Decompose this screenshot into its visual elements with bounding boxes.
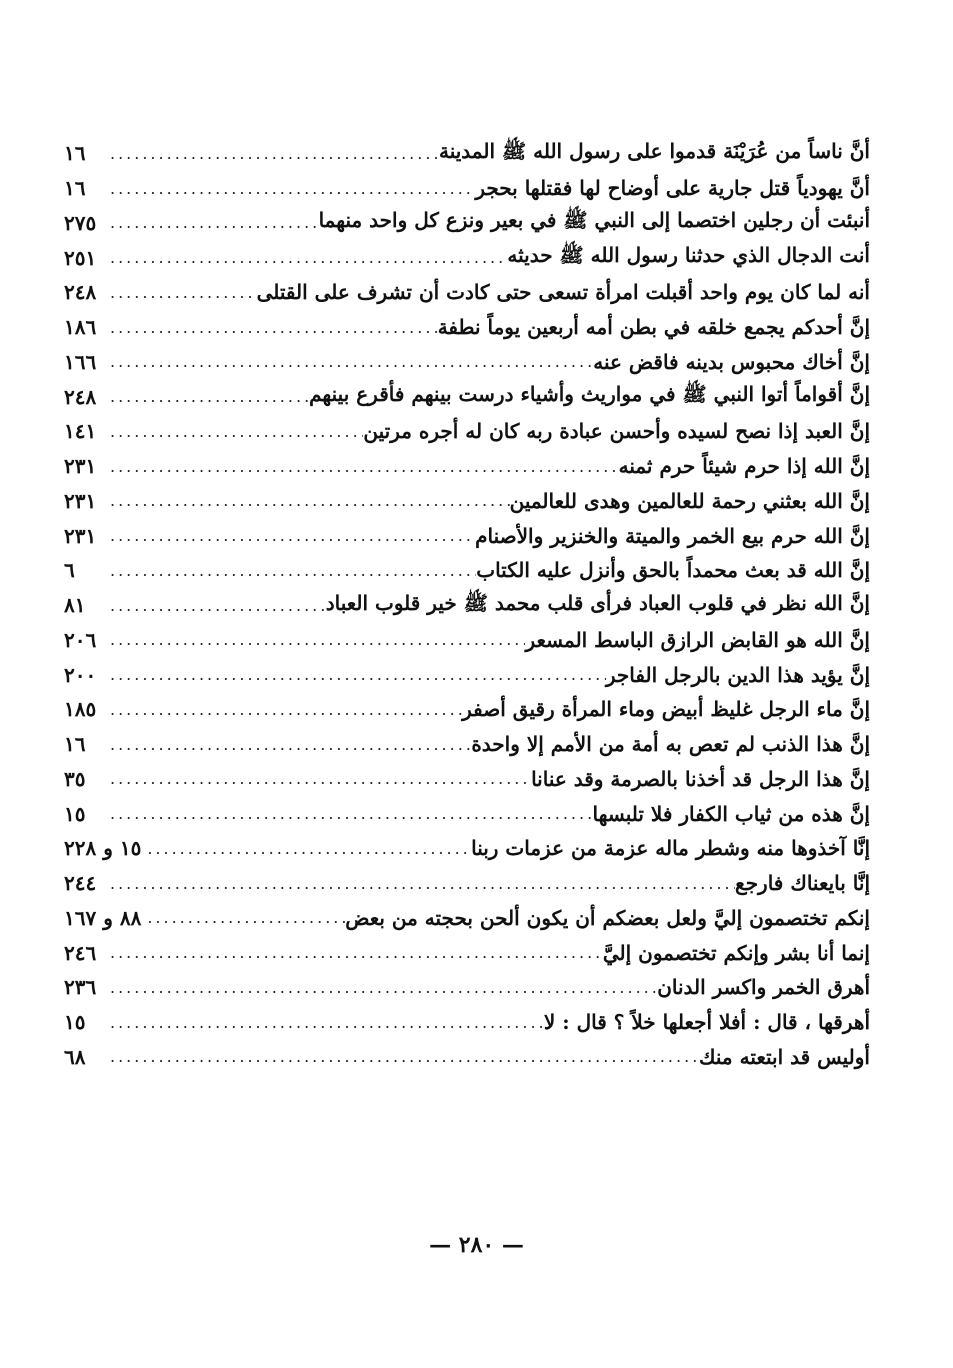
- index-entry: [64, 831, 870, 866]
- page-number: — ٢٨٠ —: [429, 1232, 524, 1258]
- entry-text: إنكم تختصمون إليَّ ولعل بعضكم أن يكون ألحن بحجته من بعض: [345, 905, 870, 930]
- entry-text: أوليس قد ابتعته منك: [699, 1044, 870, 1069]
- entry-page-ref: ٣٥: [64, 766, 86, 791]
- entry-text: إنَّ ماء الرجل غليظ أبيض وماء المرأة رقيق أصفر: [462, 697, 870, 722]
- dot-leader: [104, 491, 510, 510]
- entry-page-ref: ٢٤٤: [64, 871, 97, 896]
- entry-text: إنَّ يؤيد هذا الدين بالرجل الفاجر: [605, 662, 870, 687]
- dot-leader: [104, 561, 476, 580]
- index-entry: [64, 449, 870, 484]
- entry-page-ref: ١٥: [64, 801, 86, 826]
- index-entry: [64, 414, 870, 449]
- index-entry: [64, 553, 870, 588]
- dot-leader: [104, 874, 735, 893]
- dot-leader: [104, 213, 319, 232]
- entry-text: أنه لما كان يوم واحد أقبلت امرأة تسعى حتى كادت أن تشرف على القتلى: [256, 280, 870, 305]
- dot-leader: [141, 908, 345, 927]
- entry-page-ref: ١٦: [64, 732, 86, 757]
- entry-text: إنَّ أحدكم يجمع خلقه في بطن أمه أربعين يوماً نطفة: [437, 315, 870, 340]
- entry-text: إنما أنا بشر وإنكم تختصمون إليَّ: [602, 940, 870, 965]
- entry-page-ref: ٢٤٨: [64, 280, 97, 305]
- entry-text: إنَّ أخاك محبوس بدينه فاقض عنه: [593, 349, 870, 374]
- entry-page-ref: ٦٨: [64, 1044, 86, 1069]
- dot-leader: [104, 526, 475, 545]
- index-entry: [64, 796, 870, 831]
- index-entry: [64, 379, 870, 414]
- entry-text: إنَّا آخذوها منه وشطر ماله عزمة من عزمات ربنا: [471, 836, 870, 861]
- index-entry: [64, 1005, 870, 1040]
- dot-leader: [104, 248, 507, 267]
- index-entry: [64, 727, 870, 762]
- dot-leader: [104, 1013, 544, 1032]
- entry-text: إنَّا بايعناك فارجع: [735, 871, 870, 896]
- entry-text: إنَّ الله إذا حرم شيئاً حرم ثمنه: [618, 454, 870, 479]
- dot-leader: [104, 457, 619, 476]
- entry-text: أهرق الخمر واكسر الدنان: [657, 975, 870, 1000]
- index-entry: [64, 935, 870, 970]
- dot-leader: [141, 839, 471, 858]
- index-entry: [64, 901, 870, 936]
- dot-leader: [104, 700, 462, 719]
- entry-page-ref: ٢٣١: [64, 454, 97, 479]
- index-entry: [64, 484, 870, 519]
- index-entry: [64, 970, 870, 1005]
- entry-page-ref: ١٤١: [64, 419, 97, 444]
- entry-text: إنَّ العبد إذا نصح لسيده وأحسن عبادة ربه كان له أجره مرتين: [363, 419, 870, 444]
- entry-page-ref: ٢٣٦: [64, 975, 97, 1000]
- index-entry: [64, 518, 870, 553]
- entry-text: إنَّ هذه من ثياب الكفار فلا تلبسها: [592, 801, 870, 826]
- dot-leader: [104, 943, 603, 962]
- entry-page-ref: ٢٠٦: [64, 627, 97, 652]
- index-entry: [64, 762, 870, 797]
- entry-page-ref: ٢٣١: [64, 488, 97, 513]
- dot-leader: [104, 630, 525, 649]
- index-entry: [64, 657, 870, 692]
- entry-text: أنَّ ناساً من عُرَيْنَة قدموا على رسول الله ﷺ المدينة: [438, 138, 870, 163]
- dot-leader: [104, 804, 593, 823]
- entry-page-ref: ١٥: [64, 1010, 86, 1035]
- index-entry: [64, 1040, 870, 1075]
- entry-page-ref: ٢٠٠: [64, 662, 97, 687]
- entry-page-ref: ٢٤٨: [64, 384, 97, 409]
- entry-page-ref: ١٨٥: [64, 697, 97, 722]
- entry-page-ref: ١٦: [64, 176, 86, 201]
- dot-leader: [104, 735, 471, 754]
- entry-text: إنَّ أقواماً أتوا النبي ﷺ في مواريث وأشياء درست بينهم فأقرع بينهم: [309, 382, 870, 407]
- entry-page-ref: ٢٣١: [64, 523, 97, 548]
- index-entry: [64, 171, 870, 206]
- index-entry: [64, 240, 870, 275]
- entry-page-ref: ١٦: [64, 141, 86, 166]
- entry-page-ref: ٢٤٦: [64, 940, 97, 965]
- dot-leader: [104, 179, 475, 198]
- hadith-index-list: [64, 136, 870, 1074]
- index-entry: [64, 275, 870, 310]
- entry-text: إنَّ الله هو القابض الرازق الباسط المسعر: [525, 627, 870, 652]
- dot-leader: [104, 1047, 699, 1066]
- dot-leader: [104, 352, 593, 371]
- entry-page-ref: ١٦٦: [64, 349, 97, 374]
- entry-text: أنت الدجال الذي حدثنا رسول الله ﷺ حديثه: [507, 243, 870, 268]
- index-entry: [64, 588, 870, 623]
- entry-text: إنَّ الله حرم بيع الخمر والميتة والخنزير والأصنام: [475, 523, 870, 548]
- index-entry: [64, 866, 870, 901]
- dot-leader: [104, 422, 363, 441]
- entry-page-ref: ٨١: [64, 593, 86, 618]
- dot-leader: [104, 596, 326, 615]
- dot-leader: [104, 318, 438, 337]
- dot-leader: [104, 978, 657, 997]
- entry-text: أنبئت أن رجلين اختصما إلى النبي ﷺ في بعير ونزع كل واحد منهما: [318, 208, 870, 233]
- entry-text: أهرقها ، قال : أفلا أجعلها خلاً ؟ قال : لا: [543, 1010, 870, 1035]
- index-entry: [64, 136, 870, 171]
- dot-leader: [104, 665, 606, 684]
- entry-text: إنَّ الله نظر في قلوب العباد فرأى قلب محمد ﷺ خير قلوب العباد: [325, 590, 870, 615]
- index-entry: [64, 623, 870, 658]
- dot-leader: [104, 387, 309, 406]
- dot-leader: [104, 144, 439, 163]
- entry-text: أنَّ يهودياً قتل جارية على أوضاح لها فقتلها بحجر: [475, 176, 870, 201]
- entry-page-ref: ١٨٦: [64, 315, 97, 340]
- entry-text: إنَّ هذا الذنب لم تعص به أمة من الأمم إلا واحدة: [471, 732, 870, 757]
- entry-text: إنَّ الله بعثني رحمة للعالمين وهدى للعالمين: [509, 488, 870, 513]
- entry-page-ref: ٨٨ و ١٦٧: [64, 905, 142, 930]
- entry-text: إنَّ الله قد بعث محمداً بالحق وأنزل عليه الكتاب: [476, 558, 870, 583]
- index-entry: [64, 692, 870, 727]
- dot-leader: [104, 769, 531, 788]
- index-entry: [64, 310, 870, 345]
- index-entry: [64, 206, 870, 241]
- entry-page-ref: ١٥ و ٢٢٨: [64, 836, 142, 861]
- index-entry: [64, 345, 870, 380]
- entry-page-ref: ٢٥١: [64, 245, 97, 270]
- entry-page-ref: ٢٧٥: [64, 210, 97, 235]
- dot-leader: [104, 283, 257, 302]
- entry-page-ref: ٦: [64, 558, 75, 583]
- entry-text: إنَّ هذا الرجل قد أخذنا بالصرمة وقد عنانا: [531, 766, 870, 791]
